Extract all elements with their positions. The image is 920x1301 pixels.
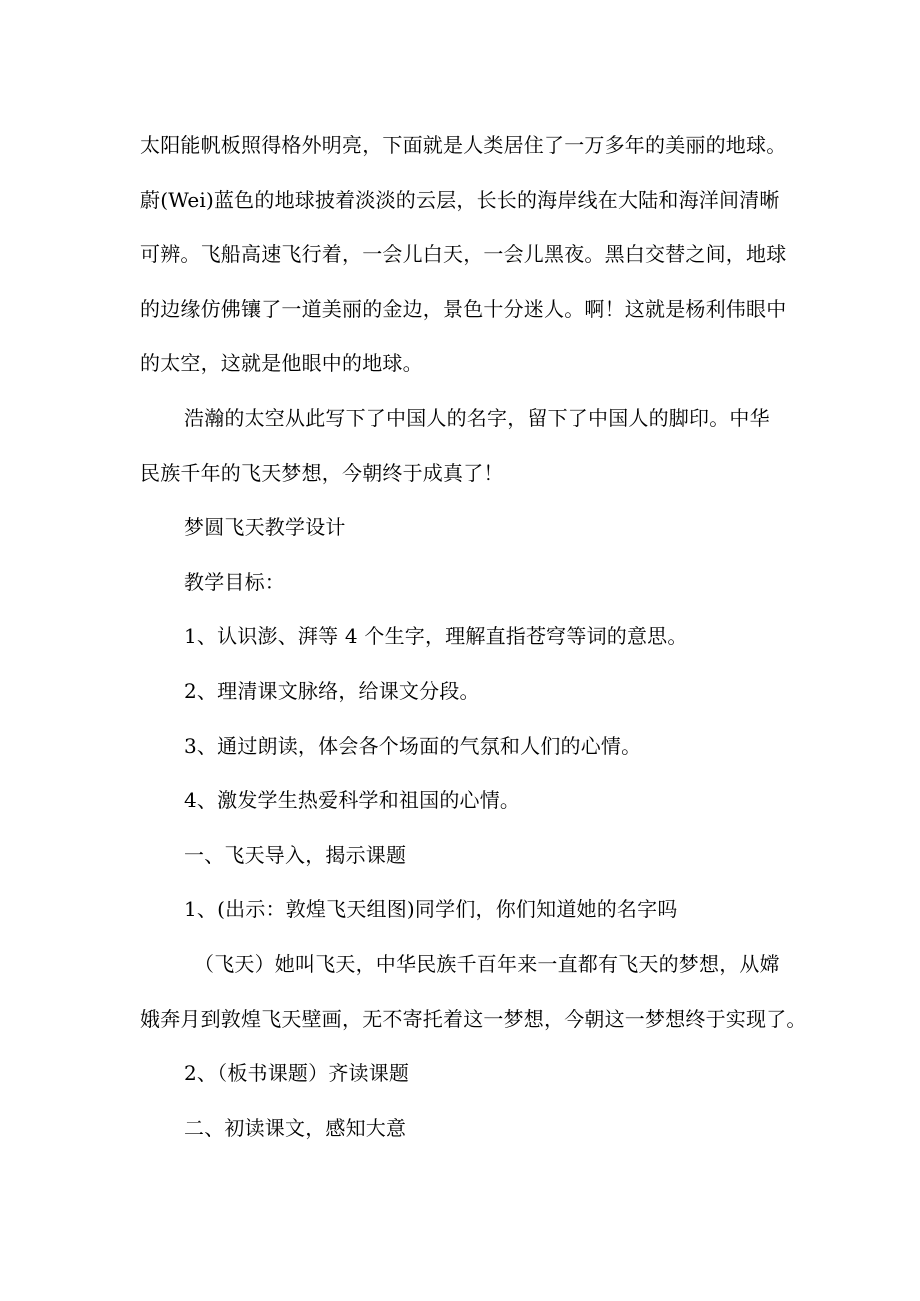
list-item: 2、理清课文脉络，给课文分段。 bbox=[184, 678, 480, 703]
list-item: 1、认识澎、湃等 4 个生字，理解直指苍穹等词的意思。 bbox=[184, 624, 688, 649]
section-heading: 教学目标： bbox=[184, 569, 285, 594]
section-title: 梦圆飞天教学设计 bbox=[184, 515, 346, 540]
paragraph-line: 可辨。飞船高速飞行着，一会儿白天，一会儿黑夜。黑白交替之间，地球 bbox=[140, 242, 787, 267]
paragraph-line: 蔚(Wei)蓝色的地球披着淡淡的云层，长长的海岸线在大陆和海洋间清晰 bbox=[140, 187, 780, 212]
section-heading: 二、初读课文，感知大意 bbox=[184, 1115, 407, 1140]
paragraph-line: 太阳能帆板照得格外明亮，下面就是人类居住了一万多年的美丽的地球。 bbox=[140, 133, 787, 157]
section-heading: 一、飞天导入，揭示课题 bbox=[184, 842, 407, 867]
paragraph-line: 民族千年的飞天梦想，今朝终于成真了！ bbox=[140, 460, 504, 485]
paragraph-line: 娥奔月到敦煌飞天壁画，无不寄托着这一梦想，今朝这一梦想终于实现了。 bbox=[140, 1006, 807, 1031]
paragraph-line: 的边缘仿佛镶了一道美丽的金边，景色十分迷人。啊！这就是杨利伟眼中 bbox=[140, 296, 787, 321]
list-item: 2、（板书课题）齐读课题 bbox=[184, 1061, 410, 1086]
list-item: 3、通过朗读，体会各个场面的气氛和人们的心情。 bbox=[184, 733, 642, 758]
list-item: 4、激发学生热爱科学和祖国的心情。 bbox=[184, 788, 521, 813]
paragraph-line: 的太空，这就是他眼中的地球。 bbox=[140, 351, 423, 376]
document-body bbox=[140, 118, 807, 1155]
paragraph-line: （飞天）她叫飞天，中华民族千百年来一直都有飞天的梦想，从嫦 bbox=[194, 951, 780, 976]
list-item: 1、(出示：敦煌飞天组图)同学们，你们知道她的名字吗 bbox=[184, 897, 678, 922]
paragraph-line: 浩瀚的太空从此写下了中国人的名字，留下了中国人的脚印。中华 bbox=[184, 405, 770, 430]
